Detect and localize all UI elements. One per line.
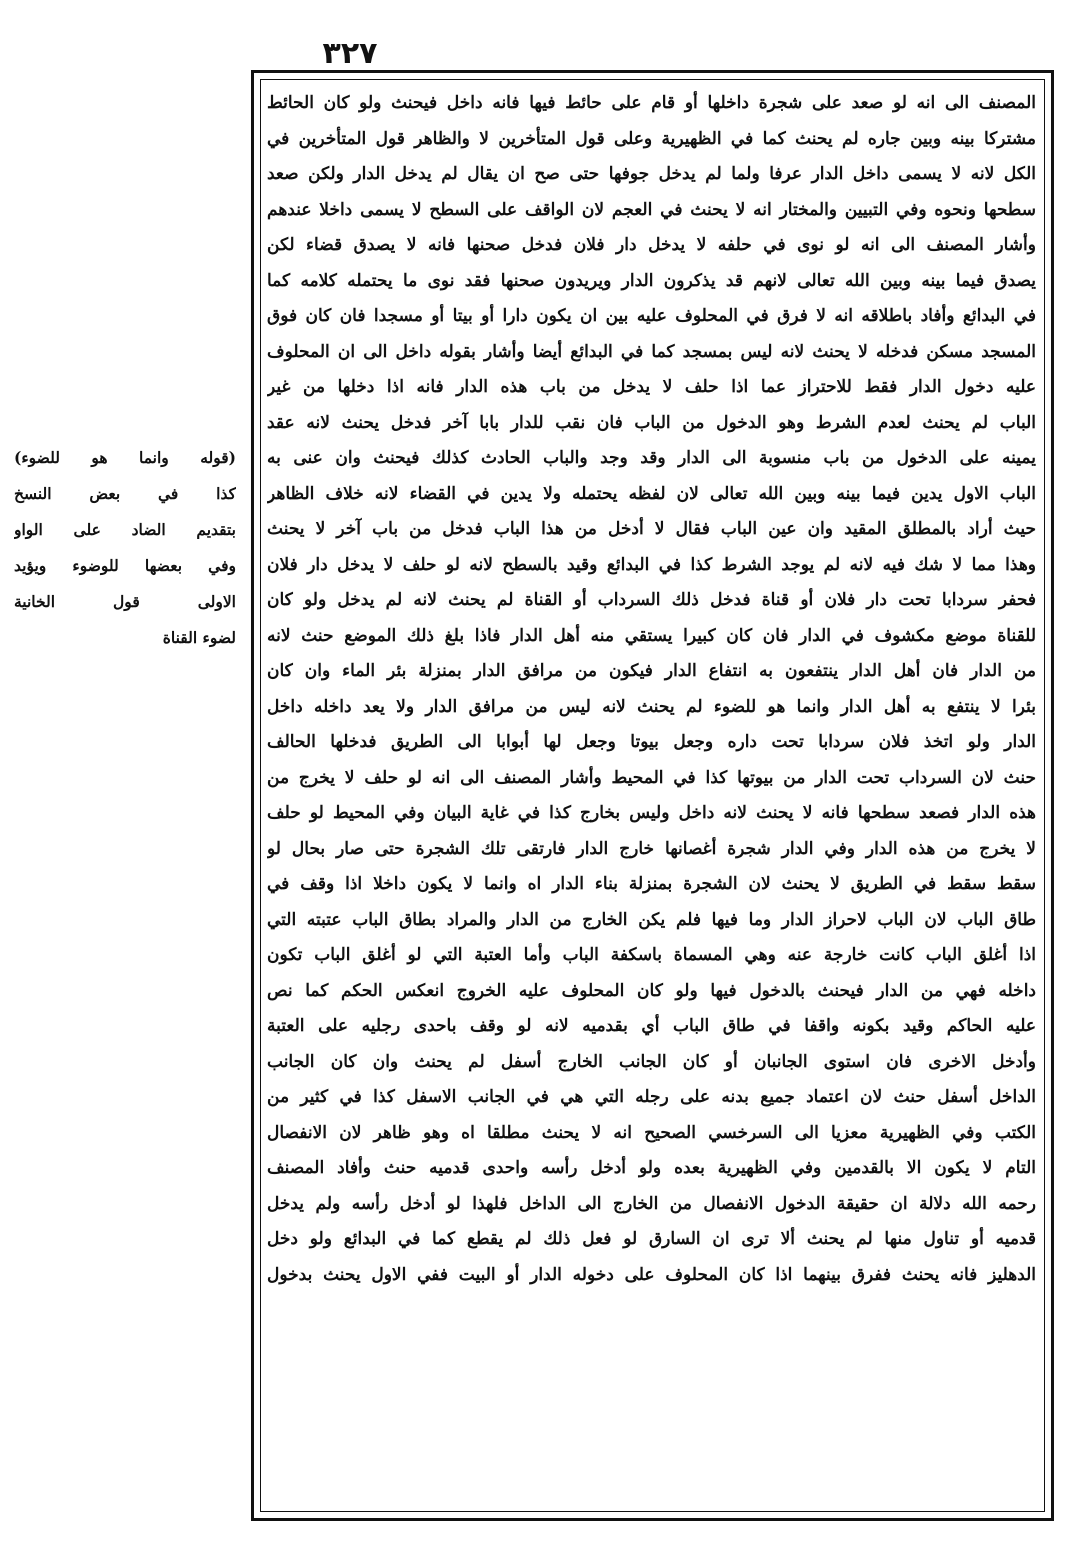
margin-note-line: الاولى قول الخانية — [14, 592, 236, 611]
margin-note-line: بتقديم الضاد على الواو — [14, 520, 236, 539]
text-line: يمينه على الدخول من باب منسوبة الى الدار وقد وجد والباب الحادث كذلك فيحنث وان عنى به — [267, 448, 1036, 468]
text-line: سطحها ونحوه وفي التبيين والمختار انه لا يحنث في العجم لان الواقف على السطح لا يسمى داخلا عندهم — [267, 199, 1036, 220]
main-text-block — [263, 82, 1040, 1509]
text-line: المسجد مسكن فدخله لا يحنث لانه ليس بمسجد كما في البدائع أيضا وأشار بقوله داخل الى ان المحلوف — [267, 341, 1036, 362]
text-line: الكل لانه لا يسمى داخل الدار عرفا ولما لم يدخل جوفها حتى صح ان يقال لم يدخل الدار ولكن صعد — [267, 164, 1036, 184]
text-line: الداخل أسفل حنث لان اعتماد جميع بدنه على رجله التي هي في الجانب الاسفل كذا في كثير من — [267, 1087, 1036, 1107]
text-line: الدار ولو اتخذ فلان سردابا تحت داره وجعل بيوتا وجعل لها أبوابا الى الطريق فدخلها الحالف — [267, 732, 1036, 752]
text-line: سقط سقط في الطريق لا يحنث لان الشجرة بمنزلة بناء الدار اه وانما لا يكون داخلا اذا وقف في — [267, 874, 1036, 894]
text-line: رحمه الله دلالة ان حقيقة الدخول الانفصال من الخارج الى الداخل فلهذا لو أدخل رأسه ولم يدخل — [267, 1193, 1036, 1214]
text-line: قدميه أو تناول منها لم يحنث ألا ترى ان السارق لو فعل ذلك لم يقطع كما في البدائع ولو دخل — [267, 1229, 1036, 1249]
text-line: مشتركا بينه وبين جاره لم يحنث كما في الظهيرية وعلى قول المتأخرين لا والظاهر قول المتأخرين في — [267, 128, 1036, 149]
text-line: الباب لم يحنث لعدم الشرط وهو الدخول من الباب فان نقب للدار بابا آخر فدخل يحنث لانه عقد — [267, 412, 1036, 433]
text-line: بئرا لا ينتفع به أهل الدار وانما هو للضوء لم يحنث لانه ليس من مرافق الدار ولا يعد داخله داخل — [267, 696, 1036, 717]
text-line: من الدار فان أهل الدار ينتفعون به انتفاع الدار فيكون من مرافق الدار بمنزلة بئر الماء وان كان — [267, 661, 1036, 681]
text-line: عليه الحاكم وقيد بكونه واقفا في طاق الباب أي بقدميه لانه لو وقف باحدى رجليه على العتبة — [267, 1016, 1036, 1036]
text-line: للقناة موضع مكشوف في الدار فان كان كبيرا يستقي منه أهل الدار فاذا بلغ ذلك الموضع حنث لانه — [267, 625, 1036, 646]
text-line: عليه دخول الدار فقط للاحتراز عما اذا حلف لا يدخل من باب هذه الدار فانه اذا دخلها من غير — [267, 377, 1036, 397]
page-number: ٣٢٧ — [322, 36, 378, 71]
text-line: يصدق فيما بينه وبين الله تعالى لانهم قد يذكرون الدار ويريدون صحنها فقد نوى ما يحتمله كلامه كما — [267, 270, 1036, 291]
margin-note — [14, 440, 236, 656]
text-line: هذه الدار فصعد سطحها فانه لا يحنث لانه داخل وليس بخارج كذا في غاية البيان وفي المحيط لو حلف — [267, 803, 1036, 823]
text-line: في البدائع وأفاد باطلاقه انه لا فرق في المحلوف عليه بين ان يكون دارا أو بيتا أو مسجدا فان كان فوق — [267, 306, 1036, 326]
text-line: المصنف الى انه لو صعد على شجرة داخلها أو قام على حائط فيها فانه داخل فيحنث ولو كان الحائط — [267, 93, 1036, 113]
text-line: وأشار المصنف الى انه لو نوى في حلفه لا يدخل دار فلان فدخل صحنها فانه لا يصدق قضاء لكن — [267, 235, 1036, 255]
text-line — [267, 1293, 1036, 1329]
margin-note-line: (قوله وانما هو للضوء) — [14, 448, 236, 467]
text-line: داخله فهي من الدار فيحنث بالدخول فيها ولو كان المحلوف عليه الخروج انعكس الحكم كما نص — [267, 980, 1036, 1001]
text-line: الكتب وفي الظهيرية معزيا الى السرخسي الصحيح انه لا يحنث مطلقا اه وهو ظاهر لان الانفصال — [267, 1122, 1036, 1143]
margin-note-line: وفي بعضها للوضوء ويؤيد — [14, 556, 236, 575]
text-line: الباب الاول يدين فيما بينه وبين الله تعالى لان لفظه يحتمله ولا يدين في القضاء لانه خلاف الظاهر — [267, 483, 1036, 504]
text-line: التام لا يكون الا بالقدمين وفي الظهيرية بعده ولو أدخل رأسه واحدى قدميه حنث وأفاد المصنف — [267, 1158, 1036, 1178]
text-line: اذا أغلق الباب كانت خارجة عنه وهي المسماة باسكفة الباب وأما العتبة التي لو أغلق الباب تكون — [267, 945, 1036, 965]
text-line: طاق الباب لان الباب لاحراز الدار وما فيها فلم يكن الخارج من الدار والمراد بطاق الباب عتبته التي — [267, 909, 1036, 930]
text-line: لا يخرج من هذه الدار وفي الدار شجرة أغصانها خارج الدار فارتقى تلك الشجرة حتى صار بحال لو — [267, 838, 1036, 859]
text-line: فحفر سردابا تحت دار فلان أو قناة فدخل ذلك السرداب أو القناة لم يحنث لانه لم يدخل ولو كان — [267, 590, 1036, 610]
text-line: حيث أراد بالمطلق المقيد وان عين الباب فقال لا أدخل من هذا الباب فدخل من باب آخر لا يحنث — [267, 519, 1036, 539]
text-line: وأدخل الاخرى فان استوى الجانبان أو كان الجانب الخارج أسفل لم يحنث وان كان الجانب — [267, 1051, 1036, 1072]
margin-note-line: كذا في بعض النسخ — [14, 484, 236, 503]
text-line: حنث لان السرداب تحت الدار من بيوتها كذا في المحيط وأشار المصنف الى انه لو حلف لا يخرج من — [267, 767, 1036, 788]
text-line: وهذا مما لا شك فيه لانه لم يوجد الشرط كذا في البدائع وقيد بالسطح لانه لو حلف لا يدخل دار فلان — [267, 554, 1036, 575]
text-line: الدهليز فانه يحنث ففرق بينهما اذا كان المحلوف على دخوله الدار أو البيت ففي الاول يحنث بدخول — [267, 1264, 1036, 1285]
margin-note-line: لضوء القناة — [162, 628, 236, 647]
